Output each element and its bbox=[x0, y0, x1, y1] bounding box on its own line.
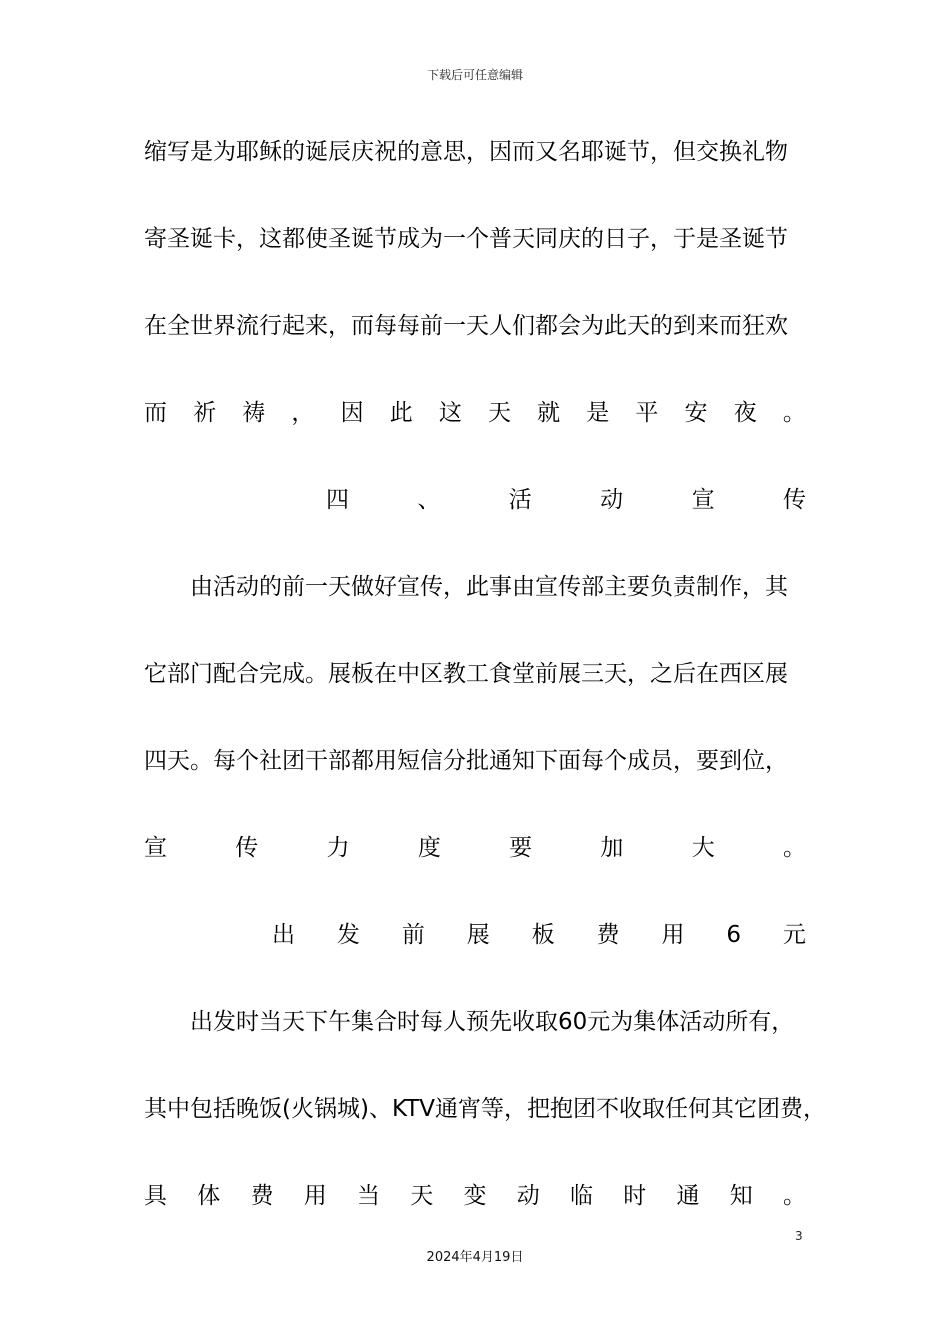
glyph: 因 bbox=[340, 400, 364, 426]
glyph: 时 bbox=[623, 1183, 647, 1209]
glyph: 费 bbox=[250, 1183, 274, 1209]
glyph: 天 bbox=[487, 400, 511, 426]
paragraph-line-justified bbox=[144, 831, 806, 865]
glyph: 而 bbox=[144, 400, 167, 426]
glyph: 临 bbox=[570, 1183, 593, 1209]
paragraph-line-justified bbox=[144, 1179, 806, 1213]
glyph: 展 bbox=[466, 922, 490, 948]
glyph: 。 bbox=[782, 400, 806, 426]
glyph: 夜 bbox=[733, 400, 757, 426]
glyph: 大 bbox=[691, 835, 715, 861]
glyph: 天 bbox=[410, 1183, 434, 1209]
glyph: 当 bbox=[357, 1183, 380, 1209]
section-heading bbox=[326, 483, 806, 517]
glyph: 6 bbox=[726, 922, 741, 948]
glyph: 知 bbox=[729, 1183, 753, 1209]
cost-line bbox=[272, 918, 806, 952]
paragraph-line-justified bbox=[144, 396, 806, 430]
glyph: 用 bbox=[303, 1183, 327, 1209]
glyph: 这 bbox=[438, 400, 462, 426]
paragraph-line: 四天。每个社团干部都用短信分批通知下面每个成员，要到位， bbox=[144, 748, 788, 774]
glyph: 用 bbox=[661, 922, 685, 948]
glyph: 。 bbox=[783, 1183, 806, 1209]
glyph: 加 bbox=[600, 835, 624, 861]
header-note: 下载后可任意编辑 bbox=[426, 68, 523, 82]
paragraph-line: 由活动的前一天做好宣传，此事由宣传部主要负责制作，其 bbox=[190, 574, 788, 600]
glyph: 发 bbox=[336, 922, 360, 948]
glyph: ， bbox=[291, 400, 315, 426]
glyph: 平 bbox=[635, 400, 659, 426]
glyph: 费 bbox=[596, 922, 620, 948]
glyph: 。 bbox=[782, 835, 806, 861]
glyph: 活 bbox=[508, 487, 532, 513]
glyph: 前 bbox=[401, 922, 425, 948]
paragraph-line: 寄圣诞卡，这都使圣诞节成为一个普天同庆的日子，于是圣诞节 bbox=[144, 226, 788, 252]
glyph: 具 bbox=[144, 1183, 167, 1209]
glyph: 动 bbox=[600, 487, 624, 513]
glyph: 此 bbox=[389, 400, 413, 426]
glyph: 元 bbox=[782, 922, 806, 948]
glyph: 宣 bbox=[691, 487, 715, 513]
glyph: 宣 bbox=[144, 835, 167, 861]
glyph: 板 bbox=[531, 922, 555, 948]
glyph: 祈 bbox=[193, 400, 217, 426]
glyph: 祷 bbox=[242, 400, 266, 426]
glyph: 体 bbox=[197, 1183, 221, 1209]
glyph: 是 bbox=[586, 400, 610, 426]
glyph: 通 bbox=[676, 1183, 700, 1209]
glyph: 传 bbox=[782, 487, 806, 513]
glyph: 传 bbox=[235, 835, 259, 861]
footer-date: 2024年4月19日 bbox=[426, 1250, 524, 1265]
glyph: 要 bbox=[509, 835, 533, 861]
glyph: 变 bbox=[463, 1183, 487, 1209]
glyph: 安 bbox=[684, 400, 708, 426]
glyph: 四 bbox=[326, 487, 349, 513]
paragraph-line: 缩写是为耶稣的诞辰庆祝的意思，因而又名耶诞节，但交换礼物 bbox=[144, 139, 788, 165]
glyph: 出 bbox=[272, 922, 295, 948]
paragraph-line: 它部门配合完成。展板在中区教工食堂前展三天，之后在西区展 bbox=[144, 661, 788, 687]
paragraph-line: 出发时当天下午集合时每人预先收取60元为集体活动所有， bbox=[190, 1009, 795, 1035]
glyph: 度 bbox=[417, 835, 441, 861]
paragraph-line: 其中包括晚饭(火锅城)、KTV通宵等，把抱团不收取任何其它团费， bbox=[144, 1096, 827, 1122]
glyph: 、 bbox=[417, 487, 441, 513]
paragraph-line: 在全世界流行起来，而每每前一天人们都会为此天的到来而狂欢 bbox=[144, 313, 788, 339]
glyph: 就 bbox=[537, 400, 561, 426]
glyph: 力 bbox=[326, 835, 350, 861]
glyph: 动 bbox=[516, 1183, 540, 1209]
page-number: 3 bbox=[795, 1229, 803, 1243]
